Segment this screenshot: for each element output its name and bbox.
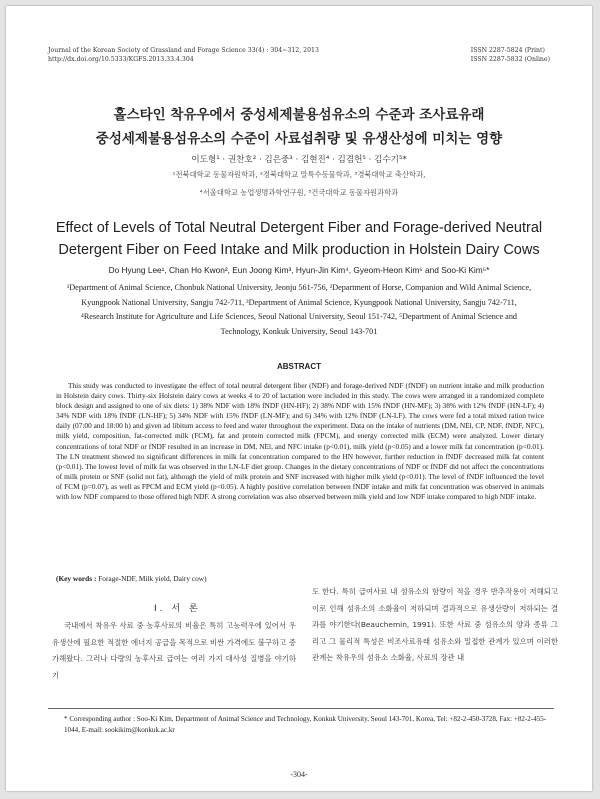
korean-authors: 이도형¹ · 권찬호² · 김은중³ · 김현진⁴ · 김겸헌⁵ · 김수기⁵*	[191, 155, 407, 165]
keywords-text: Forage-NDF, Milk yield, Dairy cow)	[96, 574, 207, 583]
korean-title-line-2: 중성세제불용섬유소의 수준이 사료섭취량 및 유생산성에 미치는 영향	[95, 131, 503, 147]
journal-header	[48, 46, 319, 64]
abstract-body: This study was conducted to investigate the effect of total neutral detergent fiber (NDF) and forage-derived NDF (fNDF) on nutrient intake and milk production in Holstein dairy cows. Thirty-six Holstein dairy cows at weeks 4 to 20 of lactation were included in this study. The cows were arranged in a randomized complete block design and assigned to one of six diets: 1) 38% NDF with 18% fNDF (HN-HF); 2) 38% NDF with 15% fNDF (HN-MF); 3) 38% with 12% fNDF (HN-LF); 4) 34% NDF with 18% fNDF (LN-HF); 5) 34% NDF with 15% fNDF (LN-MF); and 6) 34% with 12% fNDF (LN-LF). The cows were fed a total mixed ration twice daily (07:00 and 18:00 h) and given ad libitum access to feed and water throughout the experiment. Data on the intake of nutrients (DM, NEl, CP, NDF, fNDF, NFC), milk yield, composition, fat-corrected milk (FCM), fat and protein corrected milk (FPCM), and energy corrected milk (ECM) were analyzed. Lower dietary concentrations of total NDF or fNDF resulted in an increase in DM, NEl, and NFC intake (p<0.01), milk yield (p<0.05) and a lower milk fat concentration (p<0.01). The LN treatment showed no significant differences in milk fat concentration compared to the HN however, further reduction in fNDF decreased milk fat content (p<0.01). The lowest level of milk fat was observed in the LN-LF diet group. Changes in the dietary concentrations of NDF or fNDF did not affect the concentrations of milk protein or SNF (solid not fat), although the yield of milk protein and SNF increased with higher milk yield (p<0.01). The level of fNDF influenced the level of FCM (p=0.07), as well as FPCM and ECM yield (p<0.05). A highly positive correlation between fNDF intake and milk fat concentration was observed in animals with low NDF compared to those offered high NDF. A strong correlation was also observed between milk yield and low NDF intake compared to high NDF intake.	[56, 381, 544, 502]
korean-title-line-1: 홀스타인 착유우에서 중성세제불용섬유소의 수준과 조사료유래	[113, 107, 485, 123]
intro-left-column: 국내에서 착유우 사료 중 농후사료의 비율은 특히 고능력우에 있어서 우유생산에 필요한 적절한 에너지 공급을 목적으로 비싼 가격에도 불구하고 증가해왔다. 그러나 다량의 농후사료 급여는 여러 가지 대사성 질병을 야기하기	[52, 621, 296, 680]
issn-print: ISSN 2287-5824 (Print)	[470, 47, 545, 54]
english-authors: Do Hyung Lee¹, Chan Ho Kwon², Eun Joong Kim³, Hyun-Jin Kim⁴, Gyeom-Heon Kim⁵ and Soo-Ki Kim⁵*	[108, 265, 490, 275]
introduction-heading: Ⅰ. 서 론	[154, 604, 201, 614]
english-title-line-1: Effect of Levels of Total Neutral Detergent Fiber and Forage-derived Neutral	[55, 220, 543, 236]
abstract-heading: ABSTRACT	[277, 362, 321, 371]
issn-block	[471, 46, 550, 64]
journal-citation: Journal of the Korean Society of Grassland and Forage Science 33(4) : 304~312, 2013	[48, 47, 319, 54]
corresponding-author-note: * Corresponding author : Soo-Ki Kim, Department of Animal Science and Technology, Konkuk University, Seoul 143-701, Korea, Tel: +82-2-450-3728, Fax: +82-2-455-1044, E-mail: sookikim@konkuk.ac.kr	[64, 715, 547, 734]
issn-online: ISSN 2287-5832 (Online)	[470, 56, 550, 63]
paper-page	[6, 6, 592, 791]
keywords-label: (Key words :	[56, 574, 97, 583]
intro-right-column: 도 한다. 특히 급여사료 내 섬유소의 함량이 적을 경우 반추작용이 저해되고 이로 인해 섬유소의 소화율이 저하되며 결과적으로 유생산량이 저하되는 결과를 야기한다(Beauchemin, 1991). 또한 사료 중 섬유소의 양과 종류 그리고 그 물리적 특성은 비조사료유래 섬유소와 밀접한 관계가 있으며 이러한 관계는 착유우의 섬유소 소화율, 사료의 장관 내	[312, 587, 558, 662]
page-number: -304-	[290, 770, 308, 779]
korean-affiliations-line-1: ¹전북대학교 동물자원학과, ²경북대학교 말특수동물학과, ³경북대학교 축산학과,	[172, 170, 426, 179]
english-affiliations: ¹Department of Animal Science, Chonbuk National University, Jeonju 561-756, ²Department of Horse, Companion and Wild Animal Science, Kyungpook National University, Sangju 742-711, ³Department of Animal Science, Kyungpook National University, Sangju 742-711, ⁴Research Institute for Agriculture and Life Sciences, Seoul National University, Seoul 151-742, ⁵Department of Animal Science and Technology, Konkuk University, Seoul 143-701	[66, 283, 532, 336]
english-title-line-2: Detergent Fiber on Feed Intake and Milk production in Holstein Dairy Cows	[58, 242, 540, 258]
korean-affiliations-line-2: ⁴서울대학교 농업생명과학연구원, ⁵건국대학교 동물자원과학과	[199, 188, 399, 197]
footnote-divider	[48, 708, 554, 709]
doi-link[interactable]: http://dx.doi.org/10.5333/KGFS.2013.33.4.304	[48, 56, 194, 63]
keywords-line	[56, 574, 207, 583]
